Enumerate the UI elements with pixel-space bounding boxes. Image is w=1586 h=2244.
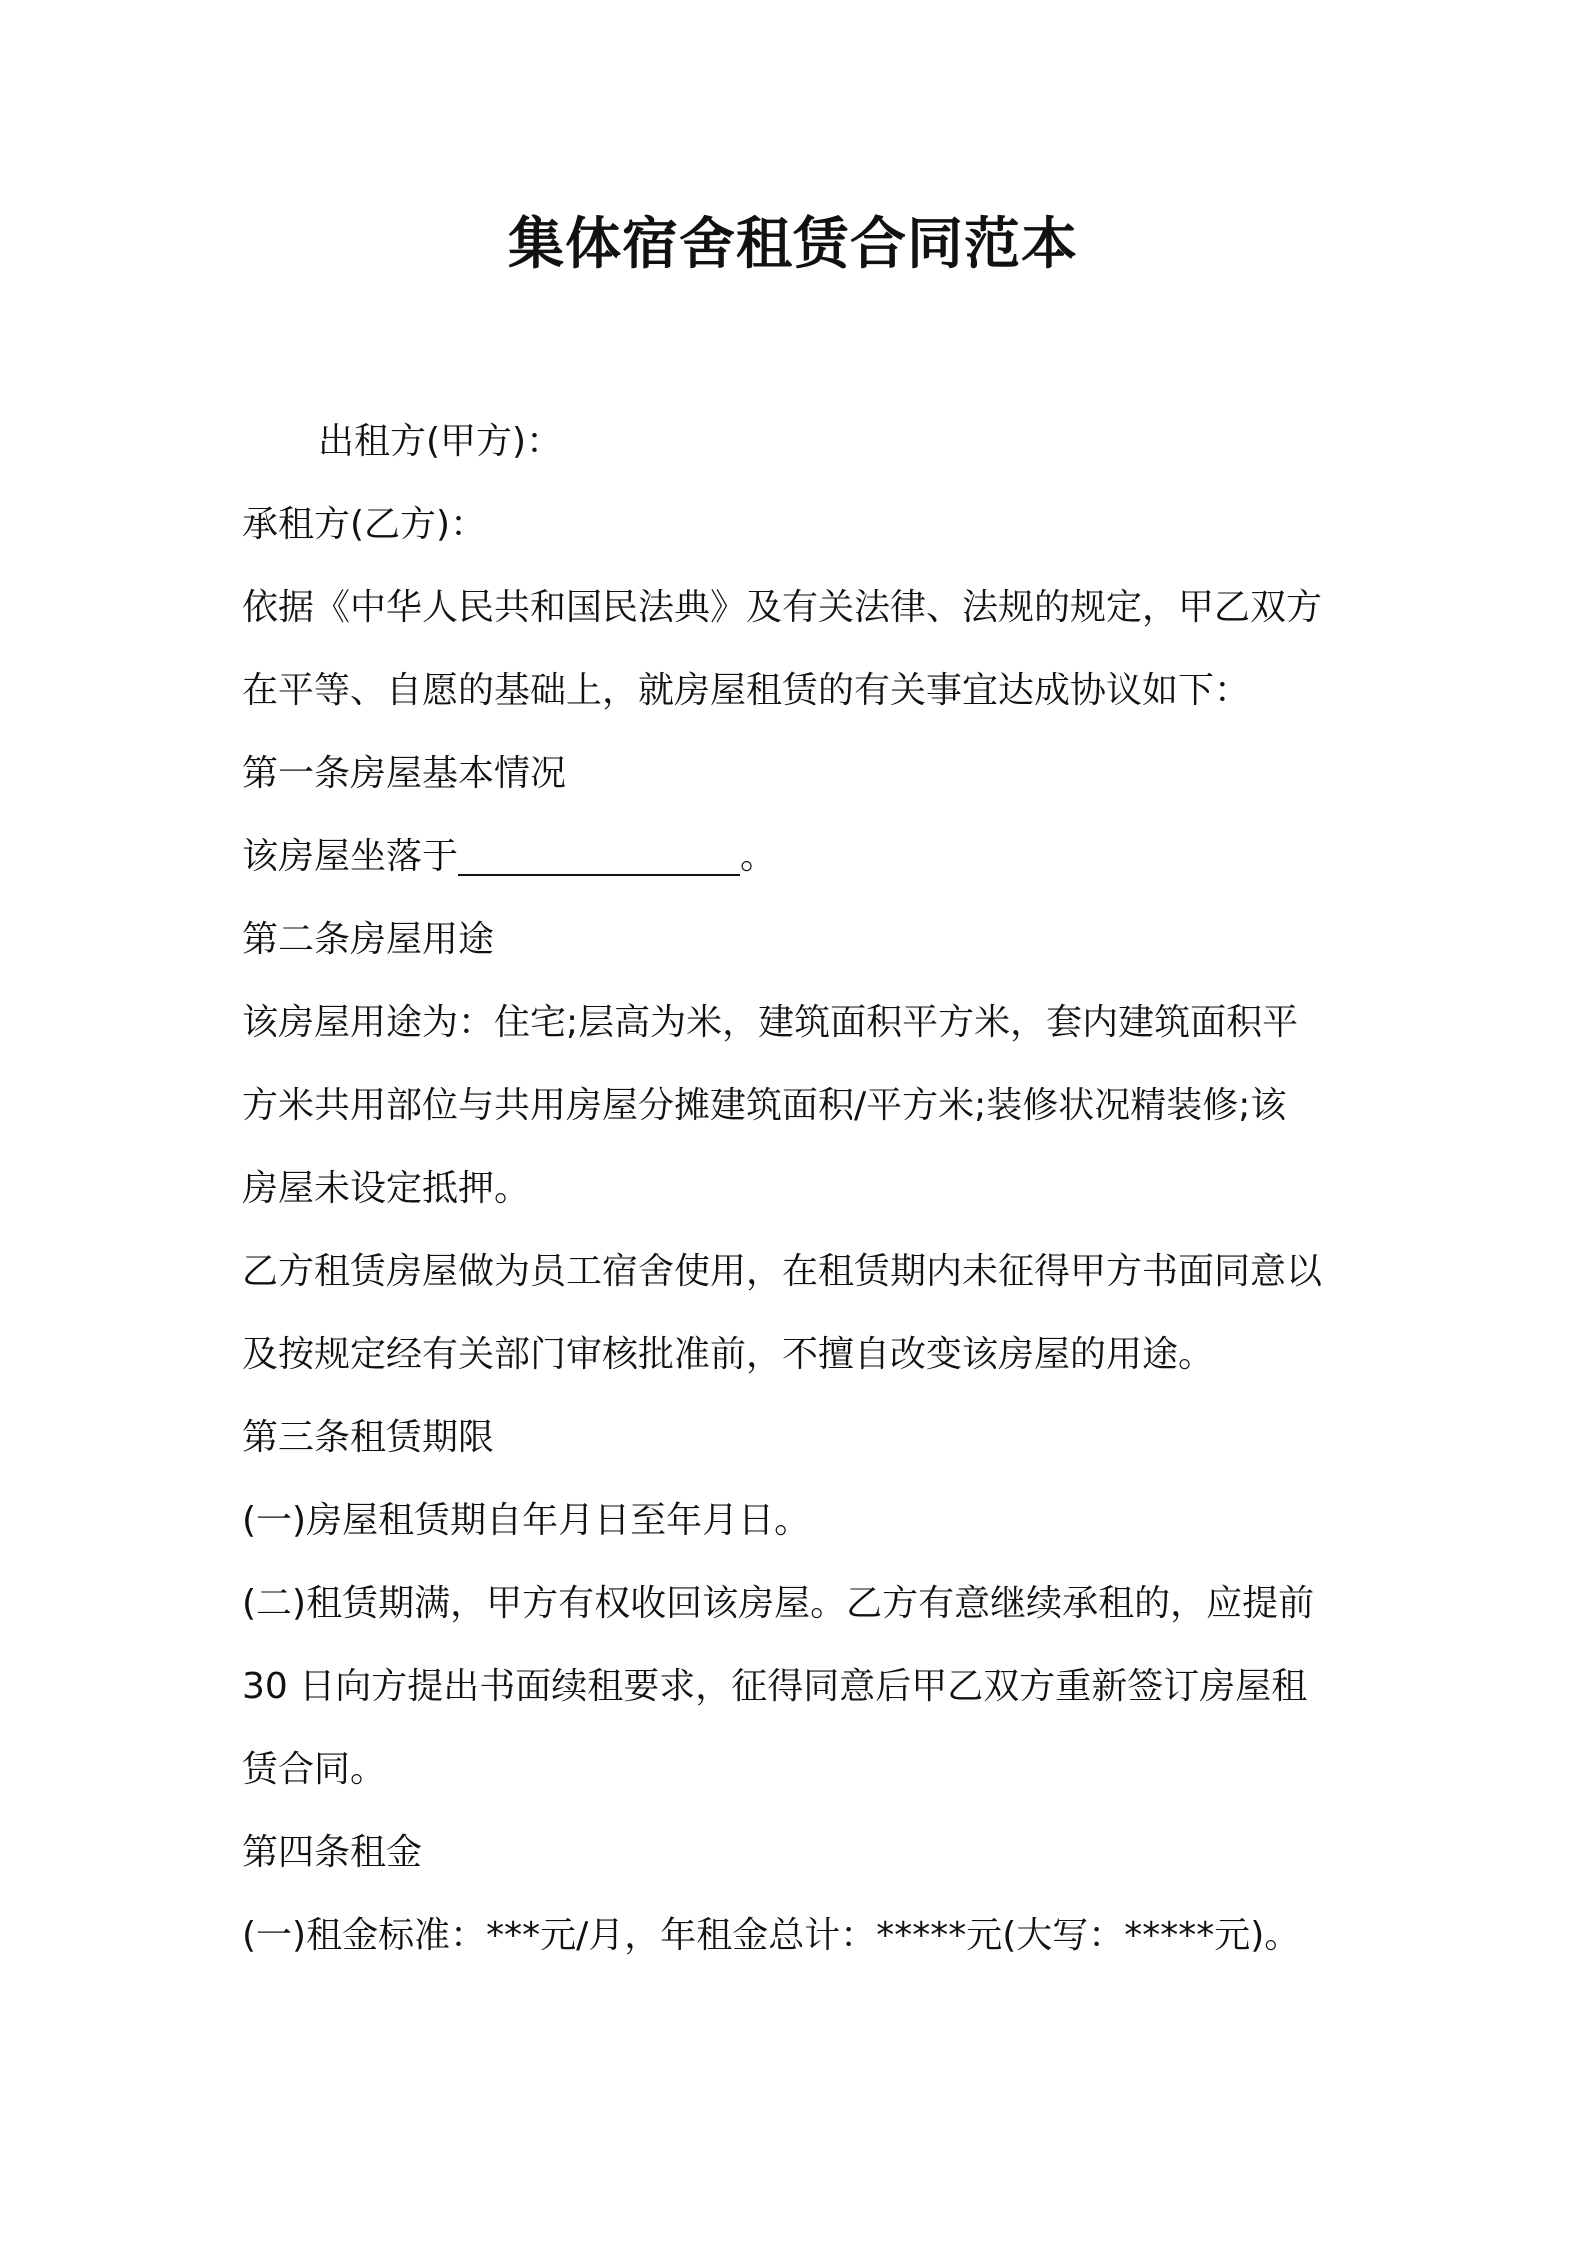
usage-line-2: 方米共用部位与共用房屋分摊建筑面积/平方米;装修状况精装修;该 bbox=[242, 1085, 1287, 1126]
article-1-heading: 第一条房屋基本情况 bbox=[242, 753, 567, 794]
location-label: 该房屋坐落于 bbox=[242, 836, 459, 877]
article-4-heading: 第四条租金 bbox=[242, 1832, 423, 1873]
lessor-line: 出租方(甲方)： bbox=[318, 421, 563, 462]
usage-line-3: 房屋未设定抵押。 bbox=[242, 1168, 531, 1209]
document-body bbox=[242, 400, 1372, 1977]
location-blank bbox=[458, 840, 740, 876]
term-item-2-line-2: 30 日向方提出书面续租要求，征得同意后甲乙双方重新签订房屋租 bbox=[242, 1666, 1308, 1707]
dormitory-line-1: 乙方租赁房屋做为员工宿舍使用，在租赁期内未征得甲方书面同意以 bbox=[242, 1251, 1323, 1292]
preamble-line-2: 在平等、自愿的基础上，就房屋租赁的有关事宜达成协议如下： bbox=[242, 670, 1251, 711]
document-title: 集体宿舍租赁合同范本 bbox=[508, 212, 1078, 277]
term-item-1: (一)房屋租赁期自年月日至年月日。 bbox=[242, 1500, 811, 1541]
article-2-heading: 第二条房屋用途 bbox=[242, 919, 495, 960]
rent-item-1: (一)租金标准：***元/月，年租金总计：*****元(大写：*****元)。 bbox=[242, 1915, 1301, 1956]
term-item-2-line-1: (二)租赁期满，甲方有权收回该房屋。乙方有意继续承租的，应提前 bbox=[242, 1583, 1315, 1624]
article-3-heading: 第三条租赁期限 bbox=[242, 1417, 495, 1458]
lessee-line: 承租方(乙方)： bbox=[242, 504, 487, 545]
dormitory-line-2: 及按规定经有关部门审核批准前，不擅自改变该房屋的用途。 bbox=[242, 1334, 1215, 1375]
usage-line-1: 该房屋用途为：住宅;层高为米，建筑面积平方米，套内建筑面积平 bbox=[242, 1002, 1299, 1043]
preamble-line-1: 依据《中华人民共和国民法典》及有关法律、法规的规定，甲乙双方 bbox=[242, 587, 1323, 628]
location-period: 。 bbox=[740, 836, 777, 877]
term-item-2-line-3: 赁合同。 bbox=[242, 1749, 387, 1790]
location-line bbox=[242, 815, 1372, 898]
